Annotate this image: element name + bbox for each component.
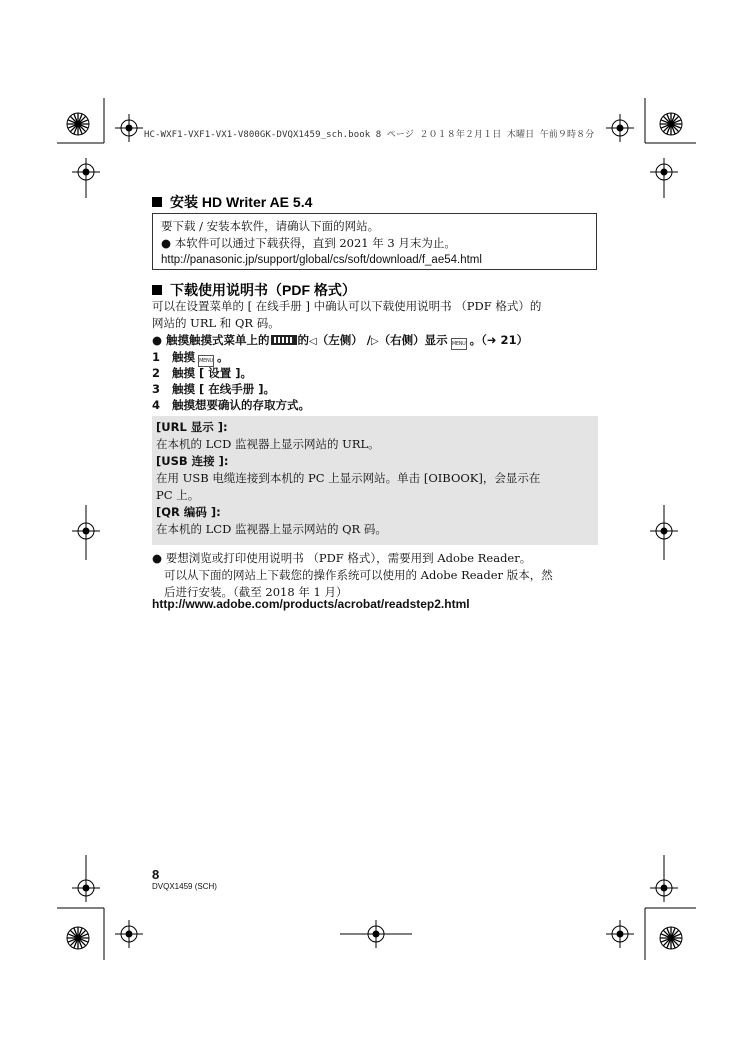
instruction-part-c: （左侧） /: [316, 333, 371, 347]
manual-section-title: [152, 280, 356, 300]
step-number: 1: [152, 350, 161, 364]
option-usb-desc1: 在用 USB 电缆连接到本机的 PC 上显示网站。单击 [OIBOOK]，会显示在: [156, 471, 541, 485]
instruction-part-d: （右侧）显示: [378, 333, 448, 347]
install-box-line1: 要下载 / 安装本软件，请确认下面的网站。: [161, 219, 380, 233]
top-left-corner-mark: [57, 98, 143, 198]
step-2: [152, 365, 252, 381]
adobe-note: [152, 550, 553, 601]
option-usb-desc2: PC 上。: [156, 488, 200, 502]
access-options-panel: [152, 416, 598, 545]
instruction-part-b: 的: [297, 333, 310, 347]
install-section-title: [152, 192, 312, 212]
touch-menu-strip-icon: [271, 335, 297, 345]
install-box-line2: ● 本软件可以通过下载获得，直到 2021 年 3 月末为止。: [161, 236, 456, 250]
top-right-corner-mark: [606, 98, 696, 198]
step-text: 触摸: [172, 350, 195, 364]
option-url-desc: 在本机的 LCD 监视器上显示网站的 URL。: [156, 437, 380, 451]
menu-icon: MENU: [451, 338, 467, 350]
step-number: 3: [152, 382, 161, 396]
manual-paragraph: [152, 298, 541, 332]
option-qr-desc: 在本机的 LCD 监视器上显示网站的 QR 码。: [156, 522, 387, 536]
square-bullet-icon: [152, 285, 162, 295]
touch-menu-instruction: [152, 332, 528, 350]
install-info-box: [152, 213, 597, 270]
page-number: 8: [152, 867, 160, 882]
note-line3: 后进行安装。（截至 2018 年 1 月）: [164, 585, 348, 599]
option-url-label: [URL 显示 ]:: [156, 420, 228, 434]
step-number: 2: [152, 366, 161, 380]
step-text: 触摸想要确认的存取方式。: [172, 398, 310, 412]
bottom-center-mark: [340, 920, 412, 948]
document-id: DVQX1459 (SCH): [152, 882, 217, 891]
option-usb-label: [USB 连接 ]:: [156, 454, 229, 468]
note-line2: 可以从下面的网站上下载您的操作系统可以使用的 Adobe Reader 版本，然: [164, 568, 553, 582]
right-arrow-icon: ▷: [370, 336, 379, 347]
adobe-url-link[interactable]: http://www.adobe.com/products/acrobat/readstep2.html: [152, 597, 470, 611]
print-file-header: HC-WXF1-VXF1-VX1-V800GK-DVQX1459_sch.book 8 ページ ２０１８年２月１日 木曜日 午前９時８分: [144, 130, 595, 140]
install-url-link[interactable]: http://panasonic.jp/support/global/cs/soft/download/f_ae54.html: [161, 254, 482, 266]
square-bullet-icon: [152, 197, 162, 207]
manual-title-text: 下载使用说明书（PDF 格式）: [170, 282, 356, 298]
install-title-text: 安装 HD Writer AE 5.4: [170, 194, 313, 210]
instruction-part-e: 。（➜ 21）: [469, 333, 529, 347]
step-3: [152, 381, 275, 397]
menu-icon: MENU: [198, 355, 214, 367]
step-text: 触摸 [ 在线手册 ]。: [172, 382, 276, 396]
step-text: 触摸 [ 设置 ]。: [172, 366, 253, 380]
step-4: [152, 397, 310, 413]
instruction-part-a: ● 触摸触摸式菜单上的: [152, 333, 270, 347]
option-qr-label: [QR 编码 ]:: [156, 505, 221, 519]
step-number: 4: [152, 398, 161, 412]
bottom-right-corner-mark: [606, 855, 696, 960]
bottom-left-corner-mark: [57, 855, 143, 960]
manual-para-line2: 网站的 URL 和 QR 码。: [152, 316, 280, 330]
manual-para-line1: 可以在设置菜单的 [ 在线手册 ] 中确认可以下载使用说明书 （PDF 格式）的: [152, 299, 542, 313]
note-line1: ● 要想浏览或打印使用说明书 （PDF 格式），需要用到 Adobe Reader。: [152, 551, 532, 565]
step-suffix: 。: [217, 350, 229, 364]
left-arrow-icon: ◁: [309, 336, 317, 347]
